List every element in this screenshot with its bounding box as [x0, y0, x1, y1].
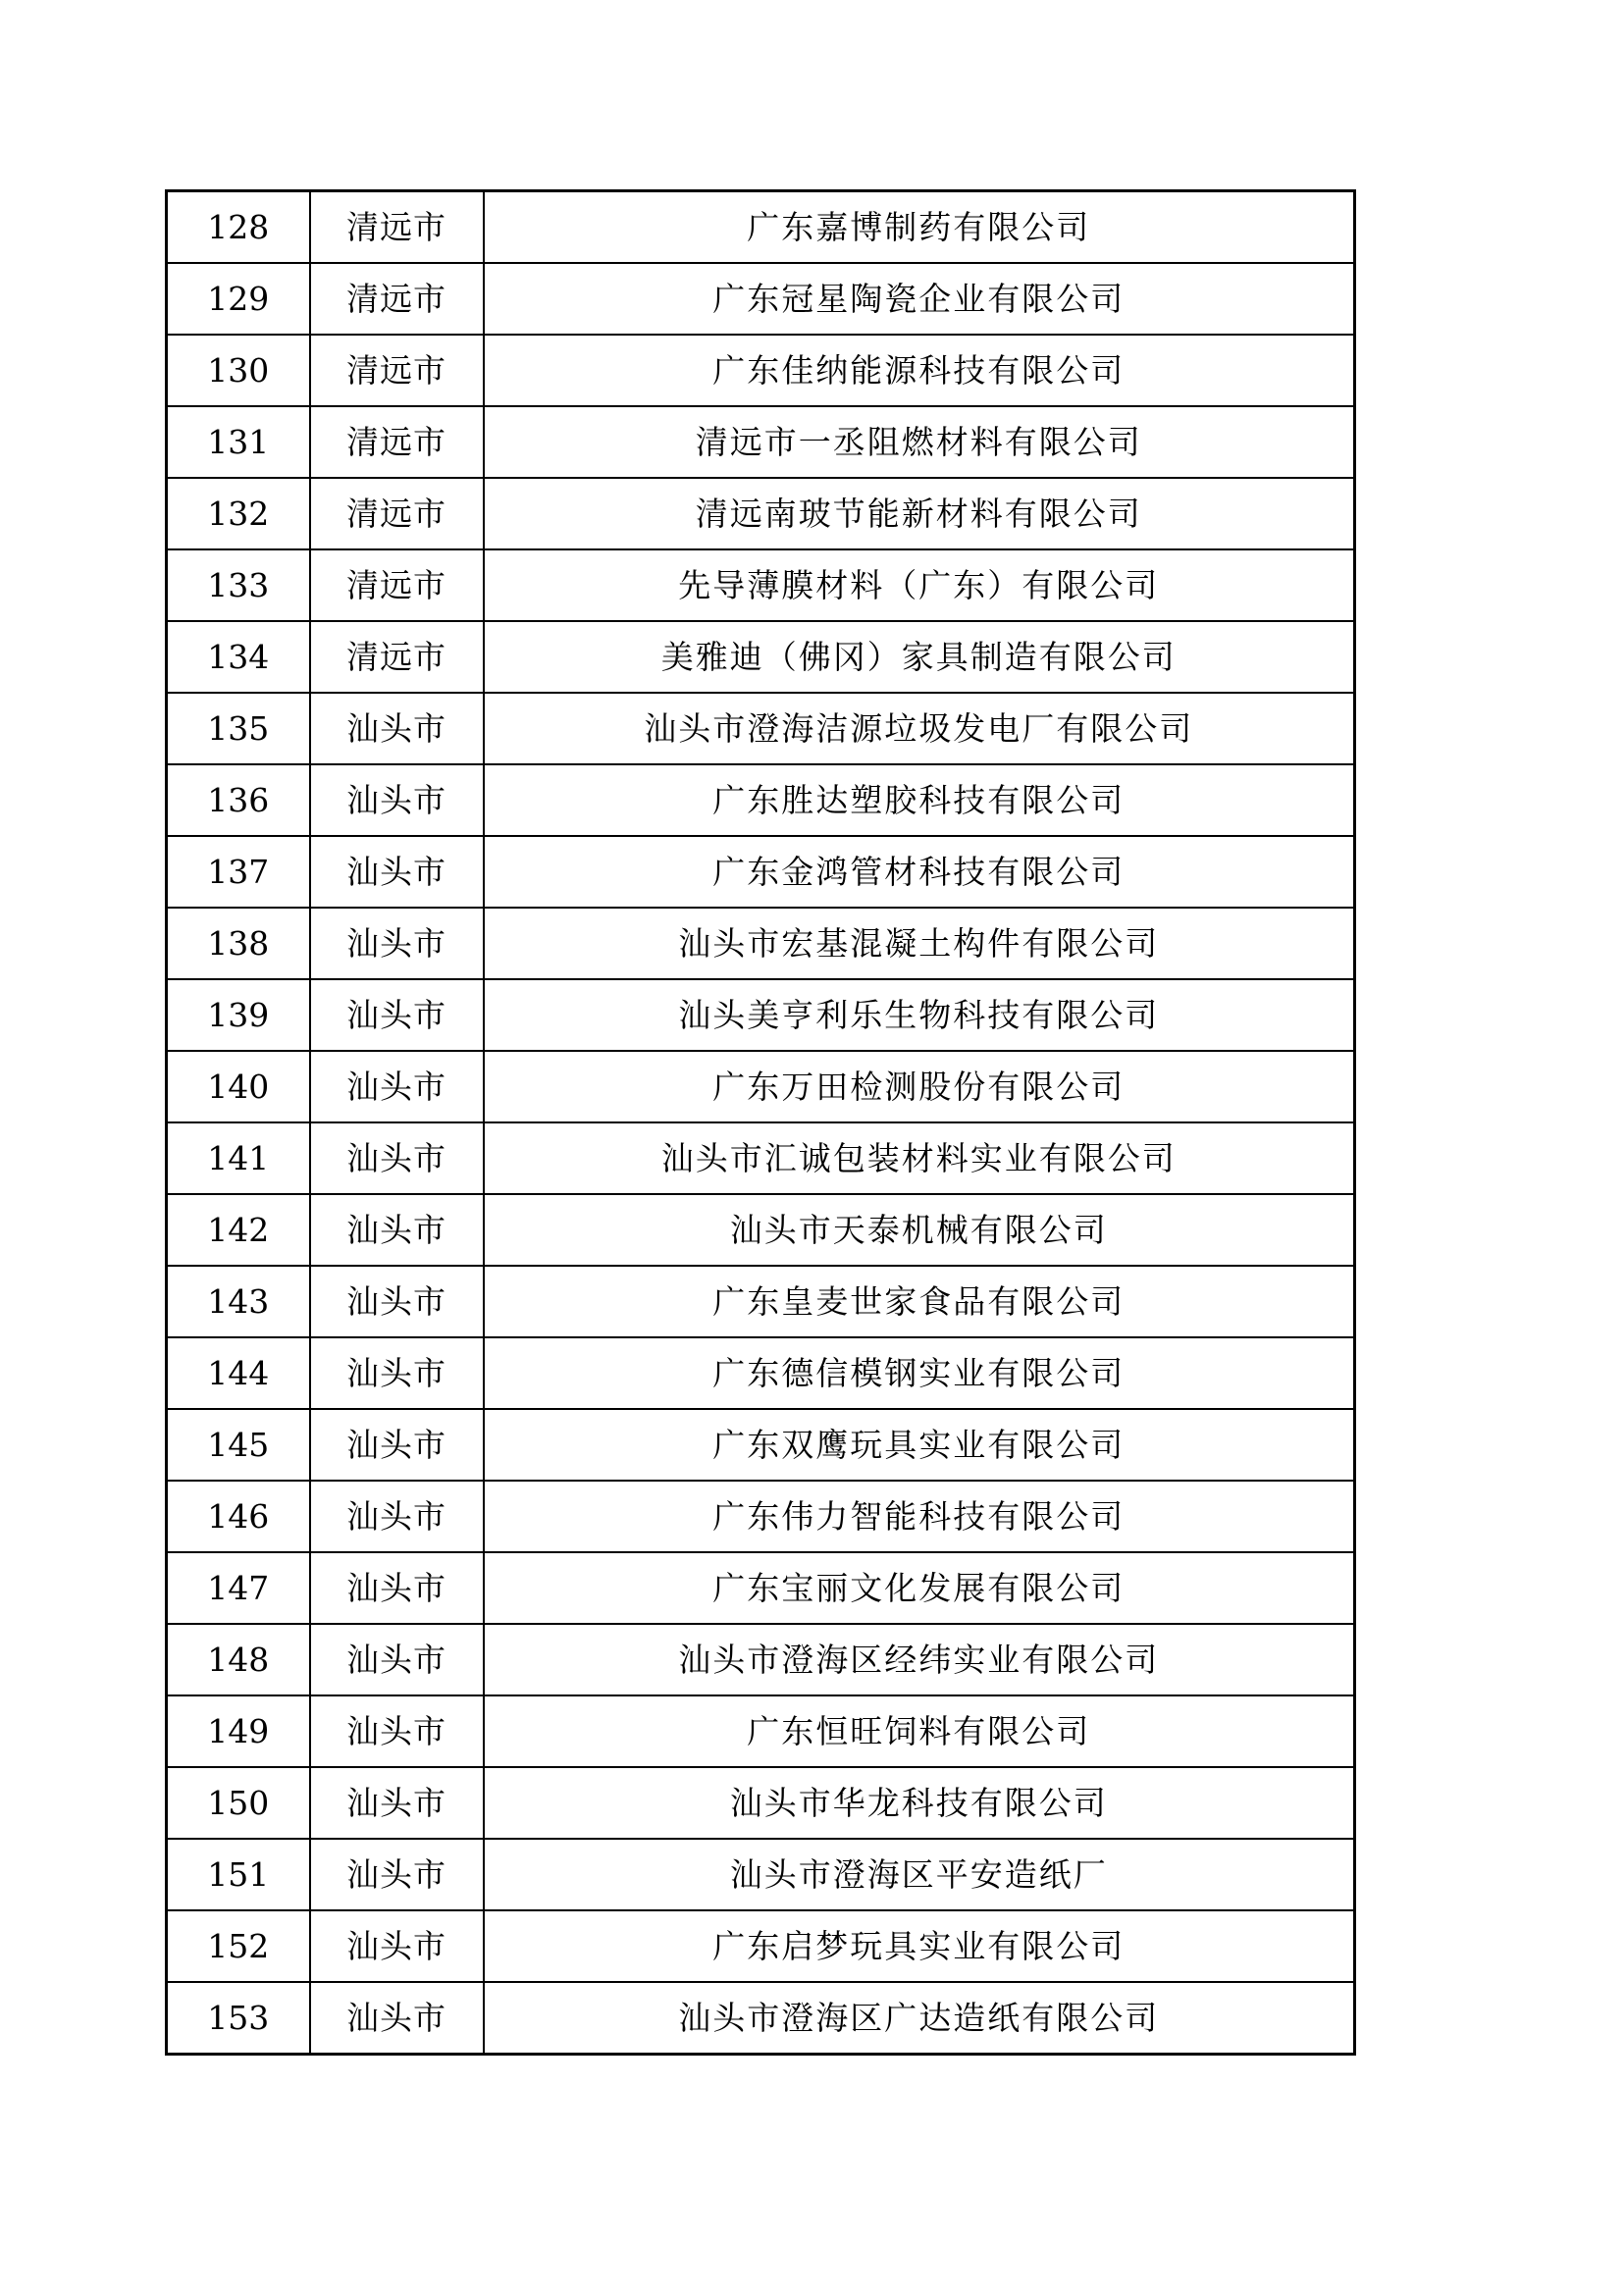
company-name-cell: 汕头市澄海洁源垃圾发电厂有限公司 — [484, 693, 1355, 764]
company-name-cell: 汕头市汇诚包装材料实业有限公司 — [484, 1122, 1355, 1194]
table-row — [167, 979, 1355, 1051]
table-row — [167, 1552, 1355, 1624]
company-name-cell: 先导薄膜材料（广东）有限公司 — [484, 549, 1355, 621]
city-cell: 清远市 — [310, 549, 484, 621]
city-cell: 汕头市 — [310, 1839, 484, 1910]
city-cell: 汕头市 — [310, 1624, 484, 1695]
city-cell: 汕头市 — [310, 1910, 484, 1982]
row-number: 130 — [167, 335, 310, 406]
company-name-cell: 广东恒旺饲料有限公司 — [484, 1695, 1355, 1767]
company-name-cell: 汕头市华龙科技有限公司 — [484, 1767, 1355, 1839]
table-row — [167, 1194, 1355, 1266]
city-cell: 汕头市 — [310, 1481, 484, 1552]
company-name-cell: 广东德信模钢实业有限公司 — [484, 1337, 1355, 1409]
row-number: 129 — [167, 263, 310, 335]
table-row — [167, 1982, 1355, 2055]
table-row — [167, 549, 1355, 621]
company-name-cell: 汕头市天泰机械有限公司 — [484, 1194, 1355, 1266]
city-cell: 汕头市 — [310, 693, 484, 764]
table-row — [167, 1266, 1355, 1337]
company-name-cell: 汕头市澄海区平安造纸厂 — [484, 1839, 1355, 1910]
row-number: 138 — [167, 908, 310, 979]
row-number: 135 — [167, 693, 310, 764]
company-name-cell: 广东冠星陶瓷企业有限公司 — [484, 263, 1355, 335]
company-name-cell: 汕头美亨利乐生物科技有限公司 — [484, 979, 1355, 1051]
company-name-cell: 汕头市宏基混凝土构件有限公司 — [484, 908, 1355, 979]
city-cell: 汕头市 — [310, 1051, 484, 1122]
table-row — [167, 621, 1355, 693]
table-row — [167, 406, 1355, 478]
city-cell: 汕头市 — [310, 908, 484, 979]
city-cell: 清远市 — [310, 263, 484, 335]
city-cell: 汕头市 — [310, 1122, 484, 1194]
company-name-cell: 广东佳纳能源科技有限公司 — [484, 335, 1355, 406]
company-name-cell: 清远市一丞阻燃材料有限公司 — [484, 406, 1355, 478]
table-row — [167, 908, 1355, 979]
row-number: 151 — [167, 1839, 310, 1910]
table-row — [167, 1767, 1355, 1839]
table-row — [167, 1051, 1355, 1122]
row-number: 146 — [167, 1481, 310, 1552]
city-cell: 汕头市 — [310, 1982, 484, 2055]
city-cell: 汕头市 — [310, 1695, 484, 1767]
row-number: 143 — [167, 1266, 310, 1337]
table-row — [167, 764, 1355, 836]
table-row — [167, 191, 1355, 264]
row-number: 139 — [167, 979, 310, 1051]
table-row — [167, 693, 1355, 764]
row-number: 141 — [167, 1122, 310, 1194]
table-body — [167, 191, 1355, 2055]
table-row — [167, 1695, 1355, 1767]
city-cell: 汕头市 — [310, 836, 484, 908]
company-name-cell: 广东启梦玩具实业有限公司 — [484, 1910, 1355, 1982]
company-name-cell: 广东宝丽文化发展有限公司 — [484, 1552, 1355, 1624]
table-row — [167, 1122, 1355, 1194]
row-number: 148 — [167, 1624, 310, 1695]
row-number: 140 — [167, 1051, 310, 1122]
row-number: 144 — [167, 1337, 310, 1409]
row-number: 137 — [167, 836, 310, 908]
city-cell: 清远市 — [310, 478, 484, 549]
row-number: 145 — [167, 1409, 310, 1481]
row-number: 150 — [167, 1767, 310, 1839]
table-row — [167, 1481, 1355, 1552]
row-number: 136 — [167, 764, 310, 836]
row-number: 149 — [167, 1695, 310, 1767]
row-number: 128 — [167, 191, 310, 264]
company-name-cell: 广东金鸿管材科技有限公司 — [484, 836, 1355, 908]
row-number: 142 — [167, 1194, 310, 1266]
row-number: 152 — [167, 1910, 310, 1982]
city-cell: 汕头市 — [310, 1266, 484, 1337]
table-row — [167, 263, 1355, 335]
city-cell: 清远市 — [310, 335, 484, 406]
city-cell: 汕头市 — [310, 1337, 484, 1409]
city-cell: 汕头市 — [310, 979, 484, 1051]
city-cell: 清远市 — [310, 191, 484, 264]
row-number: 131 — [167, 406, 310, 478]
company-name-cell: 广东万田检测股份有限公司 — [484, 1051, 1355, 1122]
company-name-cell: 广东双鹰玩具实业有限公司 — [484, 1409, 1355, 1481]
city-cell: 汕头市 — [310, 1409, 484, 1481]
row-number: 153 — [167, 1982, 310, 2055]
row-number: 134 — [167, 621, 310, 693]
row-number: 133 — [167, 549, 310, 621]
company-name-cell: 广东胜达塑胶科技有限公司 — [484, 764, 1355, 836]
table-row — [167, 1910, 1355, 1982]
city-cell: 清远市 — [310, 406, 484, 478]
company-name-cell: 汕头市澄海区广达造纸有限公司 — [484, 1982, 1355, 2055]
company-name-cell: 广东皇麦世家食品有限公司 — [484, 1266, 1355, 1337]
row-number: 147 — [167, 1552, 310, 1624]
table-row — [167, 478, 1355, 549]
company-list-table — [165, 189, 1356, 2056]
company-name-cell: 汕头市澄海区经纬实业有限公司 — [484, 1624, 1355, 1695]
company-name-cell: 美雅迪（佛冈）家具制造有限公司 — [484, 621, 1355, 693]
table-row — [167, 1409, 1355, 1481]
table-row — [167, 836, 1355, 908]
company-name-cell: 广东嘉博制药有限公司 — [484, 191, 1355, 264]
table-row — [167, 1337, 1355, 1409]
city-cell: 汕头市 — [310, 764, 484, 836]
city-cell: 汕头市 — [310, 1552, 484, 1624]
table-row — [167, 1839, 1355, 1910]
company-name-cell: 清远南玻节能新材料有限公司 — [484, 478, 1355, 549]
city-cell: 清远市 — [310, 621, 484, 693]
table-row — [167, 1624, 1355, 1695]
city-cell: 汕头市 — [310, 1767, 484, 1839]
city-cell: 汕头市 — [310, 1194, 484, 1266]
row-number: 132 — [167, 478, 310, 549]
table-row — [167, 335, 1355, 406]
company-name-cell: 广东伟力智能科技有限公司 — [484, 1481, 1355, 1552]
